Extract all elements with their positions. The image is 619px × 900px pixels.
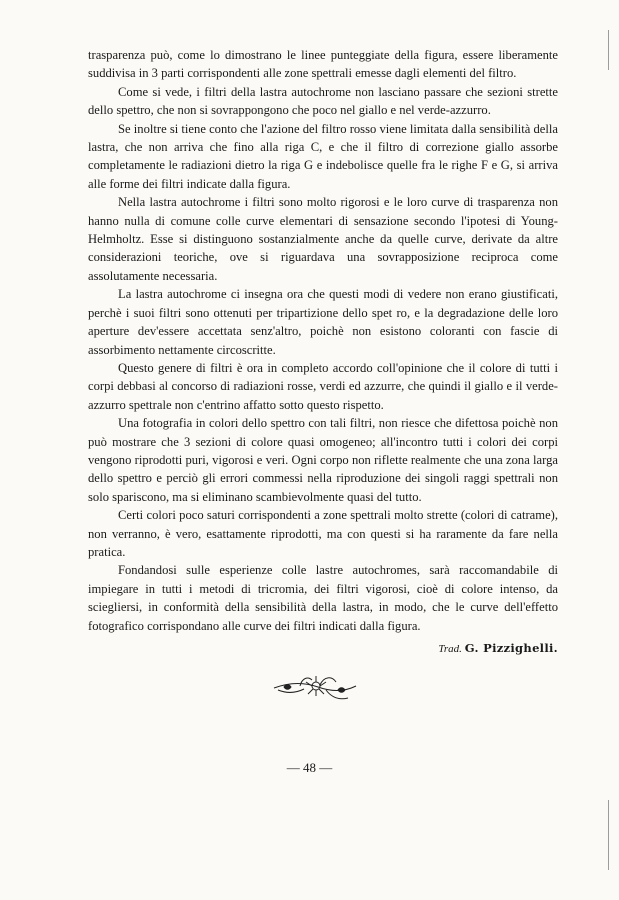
signature-prefix: Trad. <box>438 643 462 655</box>
paragraph-8: Certi colori poco saturi corrispondenti a zone spettrali molto strette (colori di catrame), non verranno, è vero, esattamente riprodotti, ma con questi si ha raramente da fare nella pratica. <box>88 508 558 559</box>
page-text <box>88 46 558 658</box>
scan-edge-line-top <box>608 30 609 70</box>
scan-edge-line-bottom <box>608 800 609 870</box>
floral-ornament-icon <box>270 668 360 708</box>
paragraph-2: Come si vede, i filtri della lastra autochrome non lasciano passare che sezioni strette dello spettro, che non si sovrappongono che poco nel giallo e nel verde-azzurro. <box>88 84 558 118</box>
paragraph-4: Nella lastra autochrome i filtri sono molto rigorosi e le loro curve di trasparenza non hanno nulla di comune colle curve elementari di sensazione secondo l'ipotesi di Young-Helmholtz. Esse si distinguono sostanzialmente anche da quelle curve, derivate da altre considerazioni teoriche, ove si riguardava una sovrapposizione reciproca come assolutamente necessaria. <box>88 195 558 283</box>
paragraph-6: Questo genere di filtri è ora in completo accordo coll'opinione che il colore di tutti i corpi debbasi al concorso di radiazioni rosse, verdi ed azzurre, che quindi il giallo e il verde-azzurro spettrale non c'entrino affatto sotto questo rispetto. <box>88 360 558 412</box>
signature-name: G. Pizzighelli. <box>464 641 558 655</box>
paragraph-3: Se inoltre si tiene conto che l'azione del filtro rosso viene limitata dalla sensibilità della lastra, che non arriva che fino alla riga C, e che il filtro di correzione giallo assorbe completamente le radiazioni dietro la riga G e indebolisce quelle fra le righe F e G, si arriva alle forme dei filtri indicate dalla figura. <box>88 121 558 191</box>
page-number: — 48 — <box>286 760 333 775</box>
paragraph-7: Una fotografia in colori dello spettro con tali filtri, non riesce che difettosa poichè non può mostrare che 3 sezioni di colore quasi omogeneo; all'incontro tutti i colori dei corpi vengono riprodotti puri, vigorosi e veri. Ogni corpo non riflette realmente che una zona larga dello spettro e perciò gli errori commessi nella riproduzione dei singoli raggi spettrali non solo spariscono, ma si eliminano scambievolmente quasi del tutto. <box>88 416 558 504</box>
paragraph-5: La lastra autochrome ci insegna ora che questi modi di vedere non erano giustificati, perchè i suoi filtri sono ottenuti per tripartizione dello spet ro, e la degradazione delle loro aperture dev'essere accettata senz'altro, poichè non esistono coloranti con fascie di assorbimento nettamente circoscritte. <box>88 287 558 357</box>
translator-signature <box>88 639 558 658</box>
paragraph-9: Fondandosi sulle esperienze colle lastre autochromes, sarà raccomandabile di impiegare in tutti i metodi di tricromia, dei filtri vigorosi, cioè di colore intenso, da sciegliersi, in conformità della sensibilità della lastra, in modo, che le curve dell'effetto fotografico corrispondano alle curve dei filtri indicati dalla figura. <box>88 563 558 633</box>
paragraph-1: trasparenza può, come lo dimostrano le linee punteggiate della figura, essere liberamente suddivisa in 3 parti corrispondenti alle zone spettrali emesse dagli elementi del filtro. <box>88 48 558 81</box>
